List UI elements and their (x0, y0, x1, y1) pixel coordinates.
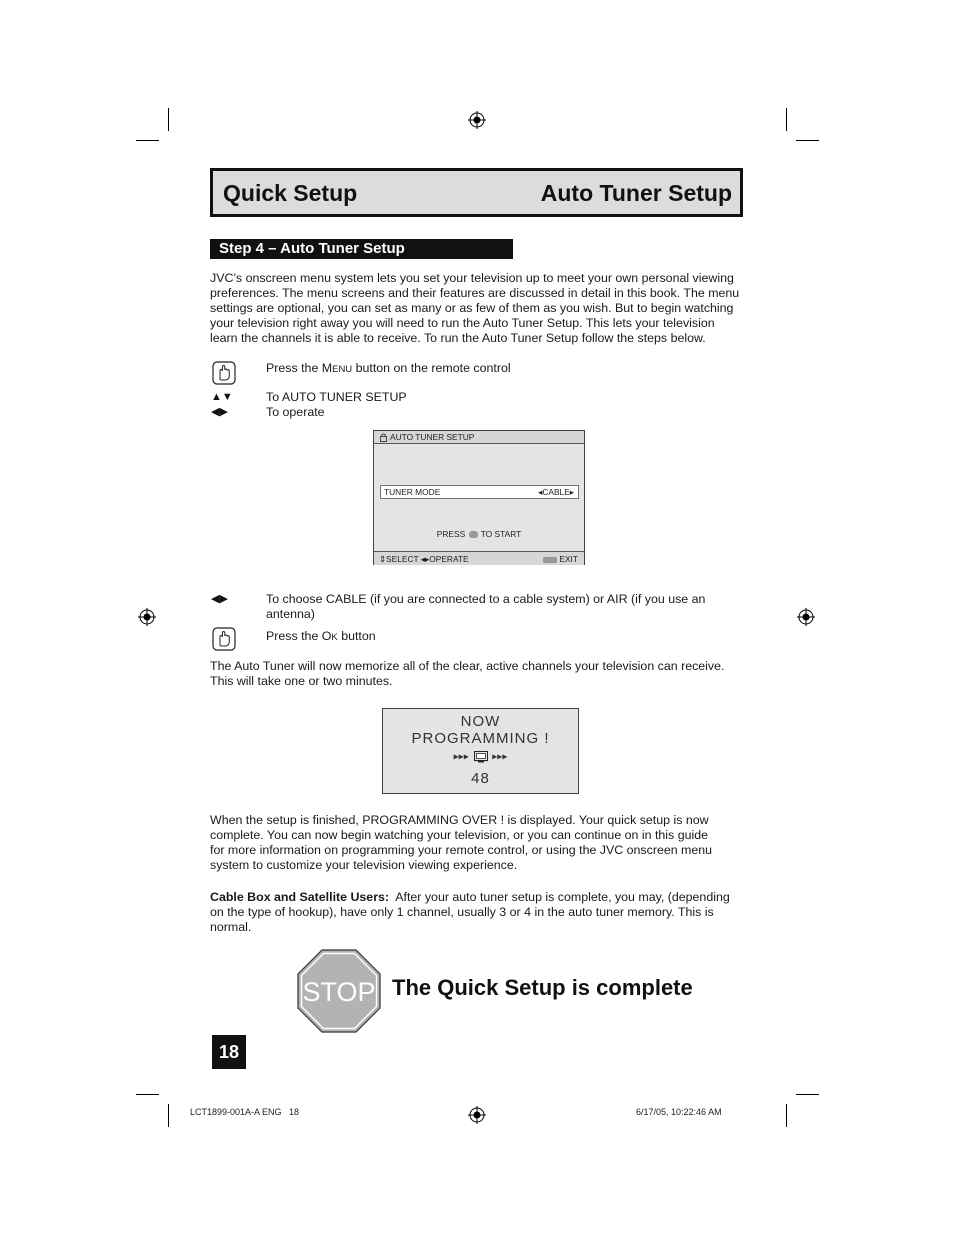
to-operate-instruction: To operate (266, 405, 325, 419)
memorize-paragraph (210, 659, 746, 689)
footer-right: 6/17/05, 10:22:46 AM (636, 1107, 722, 1117)
text-line: When the setup is finished, PROGRAMMING OVER ! is displayed. Your quick setup is now (210, 813, 709, 827)
tuner-mode-value (538, 487, 574, 497)
text-line: preferences. The menu screens and their features are discussed in detail in this book. The menu (210, 286, 740, 300)
hand-press-icon (212, 627, 236, 651)
left-arrow-icon: ◂ (538, 487, 543, 497)
text-line: To choose CABLE (if you are connected to a cable system) or AIR (if you use an (266, 592, 706, 606)
crop-mark (168, 108, 169, 131)
intro-paragraph (210, 271, 746, 346)
up-down-small-icon: ⇕ (379, 554, 387, 564)
text-line: The Auto Tuner will now memorize all of the clear, active channels your television can receive. (210, 659, 725, 673)
instruction-text: button on the remote control (352, 361, 511, 375)
stop-sign-text: STOP (302, 977, 376, 1007)
arrows-right-icon: ▸▸▸ (492, 751, 508, 763)
left-right-small-icon: ◂▸ (420, 554, 430, 564)
registration-mark-icon (468, 111, 486, 129)
now-text: NOW (460, 713, 501, 730)
crop-mark (786, 1104, 787, 1127)
section-title: Quick Setup (223, 180, 358, 206)
now-programming-screen (382, 708, 579, 794)
text-line: JVC’s onscreen menu system lets you set your television up to meet your own personal viewing (210, 271, 734, 285)
stop-sign-icon (297, 949, 381, 1033)
crop-mark (796, 140, 819, 141)
right-arrow-icon: ▸ (569, 487, 574, 497)
text-line: normal. (210, 920, 252, 934)
instruction-text: Press the M (266, 361, 333, 375)
press-to-start (374, 529, 584, 539)
page-header (210, 168, 743, 217)
programming-text: PROGRAMMING ! (411, 730, 550, 747)
press-menu-instruction (266, 361, 511, 377)
osd-title: AUTO TUNER SETUP (390, 432, 475, 442)
step-heading (210, 239, 513, 259)
footer-left: LCT1899-001A-A ENG 18 (190, 1107, 300, 1117)
to-start-text: TO START (480, 529, 522, 539)
crop-mark (136, 1094, 159, 1095)
text-line (210, 890, 746, 905)
ok-button-icon (469, 531, 478, 538)
instruction-text: button (337, 629, 376, 643)
text-line: settings are optional, you can set as many or as few of them as you wish. But to begin watching (210, 301, 734, 315)
tuner-mode-label: TUNER MODE (384, 487, 441, 497)
auto-tuner-setup-screen (373, 430, 585, 565)
text-line: antenna) (266, 607, 315, 621)
tuner-mode-text: CABLE (542, 487, 570, 497)
lock-icon (380, 433, 387, 442)
crop-mark (786, 108, 787, 131)
osd-footer (374, 551, 584, 565)
step-title: Step 4 – Auto Tuner Setup (219, 240, 405, 257)
hand-press-icon (212, 361, 236, 385)
text-line: learn the channels it is able to receive. To run the Auto Tuner Setup follow the steps below. (210, 331, 706, 345)
press-ok-instruction (266, 629, 376, 645)
channel-number: 48 (471, 770, 490, 787)
left-right-arrows-icon: ◀▶ (211, 406, 228, 418)
page-title: Auto Tuner Setup (540, 180, 732, 206)
registration-mark-icon (138, 608, 156, 626)
text-line: for more information on programming your remote control, or using the JVC onscreen menu (210, 843, 713, 857)
finished-paragraph (210, 813, 746, 873)
crop-mark (796, 1094, 819, 1095)
instruction-smallcaps: K (331, 632, 338, 643)
page-number: 18 (212, 1035, 246, 1069)
select-text: SELECT (386, 554, 419, 564)
to-auto-tuner-instruction: To AUTO TUNER SETUP (266, 390, 407, 404)
left-right-arrows-icon: ◀▶ (211, 593, 228, 605)
cable-box-paragraph (210, 890, 746, 935)
text-line: on the type of hookup), have only 1 channel, usually 3 or 4 in the auto tuner memory. This is (210, 905, 714, 919)
tv-icon (474, 751, 488, 763)
press-text: PRESS (436, 529, 466, 539)
crop-mark (168, 1104, 169, 1127)
operate-text: OPERATE (429, 554, 469, 564)
osd-footer-right (543, 554, 578, 564)
setup-complete-heading: The Quick Setup is complete (392, 975, 693, 1000)
choose-cable-air-instruction (266, 592, 705, 622)
osd-footer-left (379, 554, 469, 564)
arrows-left-icon: ▸▸▸ (453, 751, 469, 763)
up-down-arrows-icon: ▲▼ (211, 391, 233, 403)
text-line: system to customize your television viewing experience. (210, 858, 518, 872)
text-line: This will take one or two minutes. (210, 674, 393, 688)
registration-mark-icon (797, 608, 815, 626)
cable-box-text: After your auto tuner setup is complete, you may, (depending (389, 890, 730, 904)
osd-title-bar (374, 431, 584, 444)
exit-text: EXIT (559, 554, 578, 564)
instruction-smallcaps: ENU (332, 364, 353, 375)
instruction-text: Press the O (266, 629, 332, 643)
registration-mark-icon (468, 1106, 486, 1124)
crop-mark (136, 140, 159, 141)
cable-box-label: Cable Box and Satellite Users: (210, 890, 390, 904)
progress-indicator (383, 751, 578, 763)
text-line: your television right away you will need to run the Auto Tuner Setup. This lets your television (210, 316, 715, 330)
menu-button-icon (543, 557, 557, 563)
text-line: complete. You can now begin watching your television, or you can continue on in this guide (210, 828, 709, 842)
tuner-mode-row (380, 485, 579, 499)
